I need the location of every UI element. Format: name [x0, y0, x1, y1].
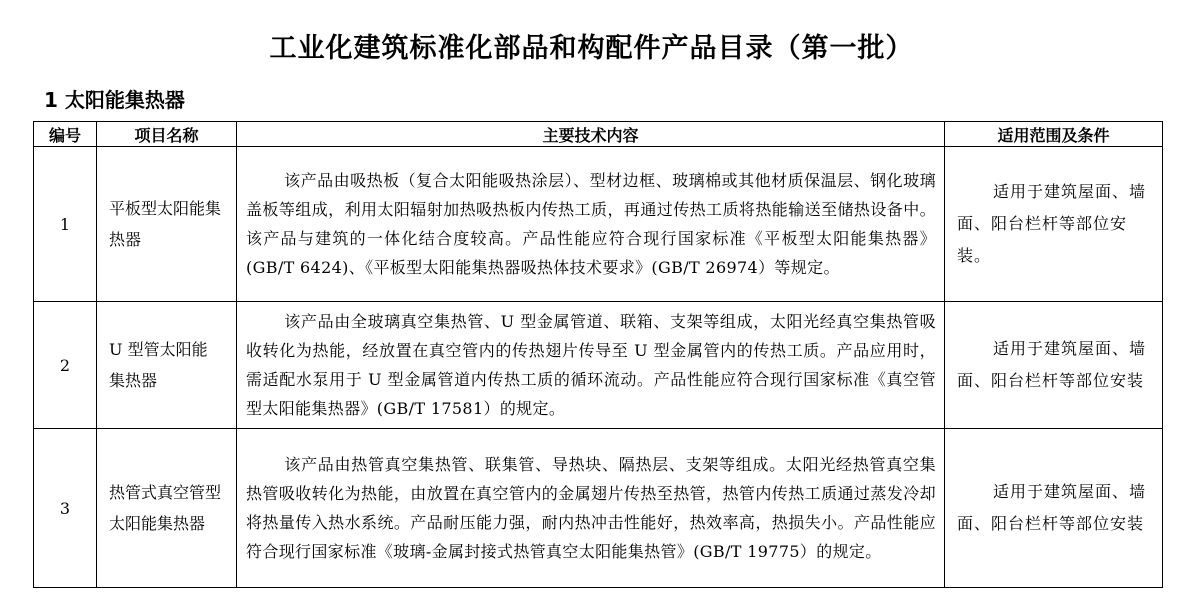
- header-item-name: 项目名称: [97, 122, 237, 147]
- header-scope: 适用范围及条件: [945, 122, 1163, 147]
- product-catalog-table: [33, 121, 1163, 588]
- header-tech-content: 主要技术内容: [237, 122, 945, 147]
- header-number: 编号: [34, 122, 97, 147]
- row-item-name: 热管式真空管型太阳能集热器: [97, 429, 237, 588]
- table-row: [34, 429, 1163, 588]
- row-tech-content: 该产品由全玻璃真空集热管、U 型金属管道、联箱、支架等组成，太阳光经真空集热管吸收转化为热能，经放置在真空管内的传热翅片传导至 U 型金属管内的传热工质。产品应用时，需适配水泵用于 U 型金属管道内传热工质的循环流动。产品性能应符合现行国家标准《真空管型太阳能集热器》(GB/T 17581）的规定。: [237, 302, 945, 429]
- table-header-row: [34, 122, 1163, 147]
- row-number: 2: [34, 302, 97, 429]
- row-item-name: U 型管太阳能集热器: [97, 302, 237, 429]
- row-number: 1: [34, 147, 97, 302]
- section-heading: 1 太阳能集热器: [44, 88, 185, 112]
- table-row: [34, 147, 1163, 302]
- row-scope: 适用于建筑屋面、墙面、阳台栏杆等部位安装: [945, 302, 1163, 429]
- row-number: 3: [34, 429, 97, 588]
- table-row: [34, 302, 1163, 429]
- row-scope: 适用于建筑屋面、墙面、阳台栏杆等部位安装: [945, 429, 1163, 588]
- document-title: 工业化建筑标准化部品和构配件产品目录（第一批）: [269, 33, 914, 64]
- row-scope: 适用于建筑屋面、墙面、阳台栏杆等部位安装。: [945, 147, 1163, 302]
- row-tech-content: 该产品由热管真空集热管、联集管、导热块、隔热层、支架等组成。太阳光经热管真空集热管吸收转化为热能，由放置在真空管内的金属翅片传热至热管，热管内传热工质通过蒸发冷却将热量传入热水系统。产品耐压能力强，耐内热冲击性能好，热效率高，热损失小。产品性能应符合现行国家标准《玻璃-金属封接式热管真空太阳能集热管》(GB/T 19775）的规定。: [237, 429, 945, 588]
- row-item-name: 平板型太阳能集热器: [97, 147, 237, 302]
- row-tech-content: 该产品由吸热板（复合太阳能吸热涂层）、型材边框、玻璃棉或其他材质保温层、钢化玻璃盖板等组成，利用太阳辐射加热吸热板内传热工质，再通过传热工质将热能输送至储热设备中。该产品与建筑的一体化结合度较高。产品性能应符合现行国家标准《平板型太阳能集热器》(GB/T 6424)、《平板型太阳能集热器吸热体技术要求》(GB/T 26974）等规定。: [237, 147, 945, 302]
